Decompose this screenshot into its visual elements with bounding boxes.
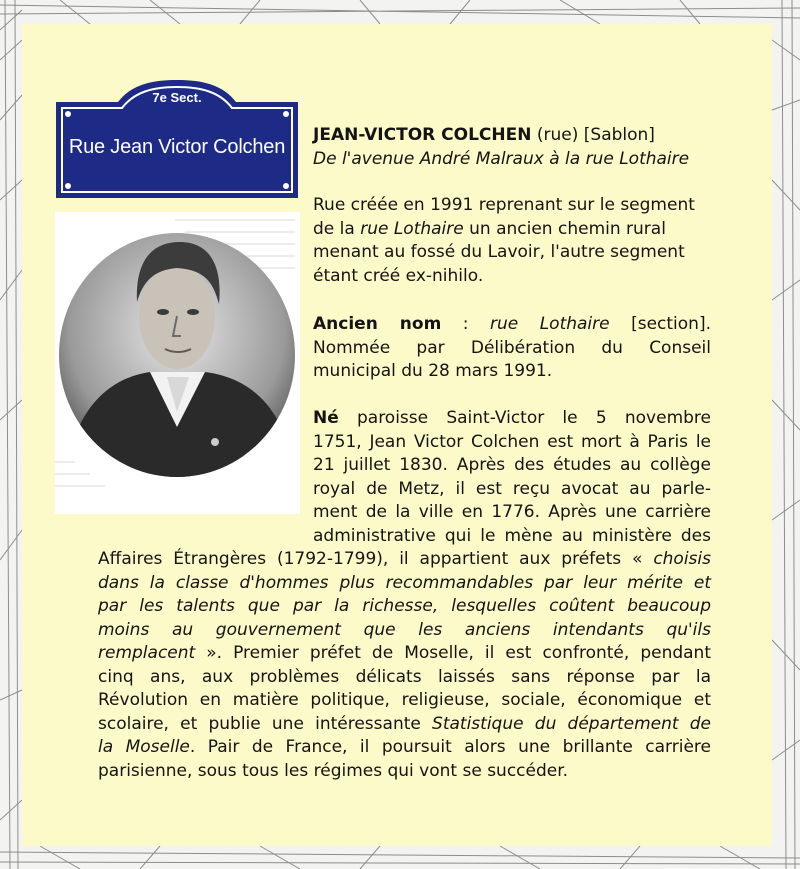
p3-line: moins au gouvernement que les anciens intendants qu'ils — [98, 619, 711, 640]
article-header — [313, 124, 711, 171]
paragraph-creation — [313, 194, 711, 288]
p3-line: Révolution en matière politique, religieuse, sociale, économique et — [98, 690, 711, 710]
p1-line: de la rue Lothaire un ancien chemin rural — [313, 218, 666, 239]
p3-line: royal de Metz, il est reçu avocat au parle- — [313, 478, 711, 499]
p3-line: 1751, Jean Victor Colchen est mort à Paris le — [313, 431, 711, 452]
former-name-label: Ancien nom — [313, 314, 442, 334]
sign-street-name: Rue Jean Victor Colchen — [68, 136, 286, 158]
p3-line: Né paroisse Saint-Victor le 5 novembre — [313, 408, 711, 428]
p3-line: la Moselle. Pair de France, il poursuit alors une brillante carrière — [98, 737, 711, 757]
p3-line: administrative qui le mène au ministère des — [313, 525, 711, 546]
p3-line: Affaires Étrangères (1792-1799), il appartient aux préfets « choisis — [98, 549, 711, 569]
former-name-value: rue Lothaire — [490, 314, 610, 334]
p2-line: Ancien nom : rue Lothaire [section]. — [313, 314, 711, 334]
p1-line: étant créé ex-nihilo. — [313, 265, 484, 286]
portrait-image — [55, 212, 300, 514]
born-label: Né — [313, 408, 339, 428]
p3-line: parisienne, sous tous les régimes qui vont se succéder. — [98, 760, 569, 781]
p3-line: cinq ans, aux problèmes délicats laissés sans réponse par la — [98, 666, 711, 687]
p3-line: ment de la ville en 1776. Après une carrière — [313, 502, 711, 522]
p3-line: 21 juillet 1830. Après des études au collège — [313, 455, 711, 475]
paragraph-former-name — [313, 313, 711, 384]
street-type: (rue) — [536, 125, 579, 145]
p3-line: par les talents que par la richesse, lesquelles coûtent beaucoup — [98, 596, 711, 616]
p2-line: Nommée par Délibération du Conseil — [313, 337, 711, 358]
p3-line: dans la classe d'hommes plus recommandables par leur mérite et — [98, 572, 711, 593]
p3-line: scolaire, et publie une intéressante Statistique du département de — [98, 713, 712, 734]
paragraph-biography-bottom — [98, 548, 711, 783]
p1-line: Rue créée en 1991 reprenant sur le segment — [313, 195, 695, 215]
paragraph-biography-top — [313, 407, 711, 548]
sign-section-label: 7e Sect. — [152, 90, 202, 105]
p2-line: municipal du 28 mars 1991. — [313, 361, 553, 381]
p3-line: remplacent ». Premier préfet de Moselle, il est confronté, pendant — [98, 643, 711, 663]
street-sign — [56, 80, 298, 200]
street-title: JEAN-VICTOR COLCHEN — [313, 125, 532, 145]
street-quarter: [Sablon] — [583, 125, 655, 145]
street-route: De l'avenue André Malraux à la rue Lothaire — [313, 148, 690, 169]
p1-line: menant au fossé du Lavoir, l'autre segment — [313, 242, 685, 262]
